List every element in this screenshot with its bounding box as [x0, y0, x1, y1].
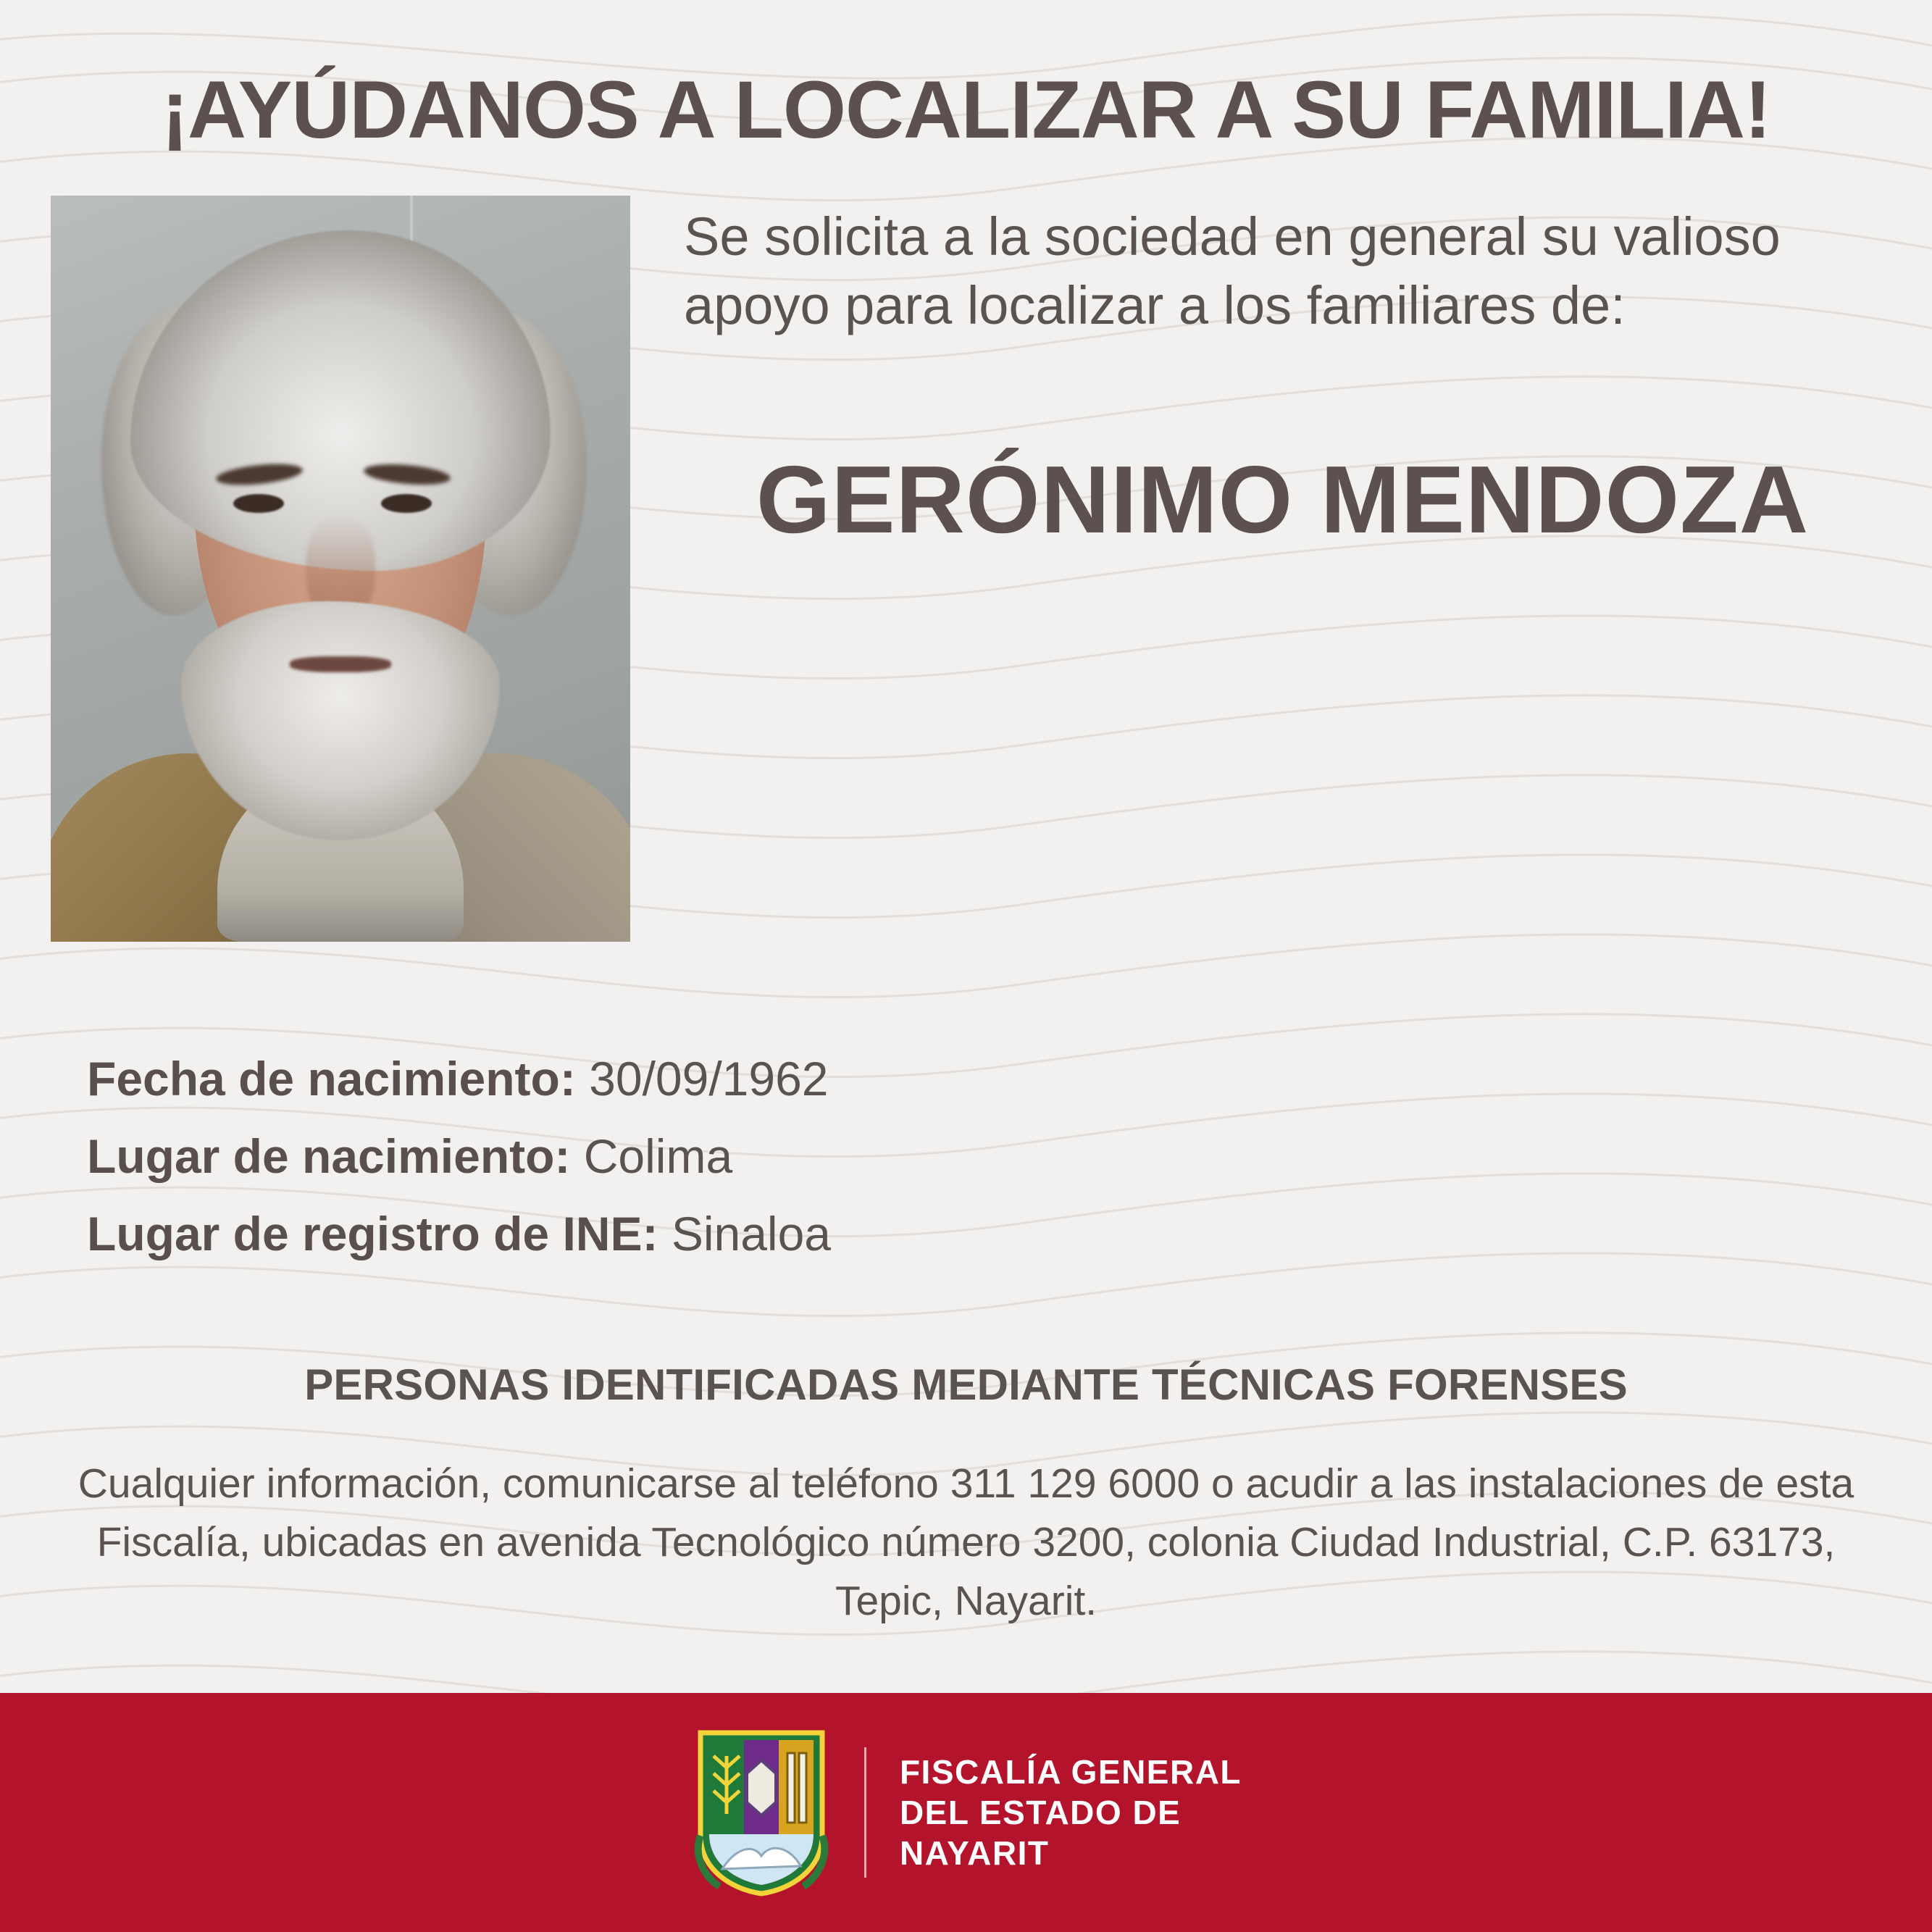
- detail-row: [87, 1040, 1881, 1118]
- top-section: [51, 196, 1881, 942]
- nayarit-coat-of-arms-icon: [690, 1727, 832, 1898]
- intro-text: Se solicita a la sociedad en general su valioso apoyo para localizar a los familiares de:: [684, 206, 1781, 335]
- detail-label: Lugar de registro de INE:: [87, 1206, 658, 1260]
- detail-row: [87, 1118, 1881, 1195]
- organization-name: [900, 1752, 1242, 1873]
- person-name: GERÓNIMO MENDOZA: [756, 446, 1810, 553]
- detail-label: Fecha de nacimiento:: [87, 1052, 576, 1105]
- footer-bar: [0, 1693, 1932, 1932]
- footer-divider: [864, 1747, 866, 1878]
- contact-info: Cualquier información, comunicarse al teléfono 311 129 6000 o acudir a las instalaciones de esta Fiscalía, ubicadas en avenida Tecnológico número 3200, colonia Ciudad Industrial, C.P. 63173, Tepic, Nayarit.: [78, 1460, 1854, 1624]
- detail-value: Colima: [583, 1129, 733, 1183]
- org-line-1: FISCALÍA GENERAL: [899, 1752, 1242, 1791]
- photo-container: [51, 196, 630, 942]
- detail-value: 30/09/1962: [589, 1052, 829, 1105]
- page-title: ¡AYÚDANOS A LOCALIZAR A SU FAMILIA!: [161, 64, 1771, 155]
- org-line-2: DEL ESTADO DE: [899, 1793, 1182, 1831]
- footer-inner: [690, 1727, 1242, 1898]
- forensic-note: PERSONAS IDENTIFICADAS MEDIANTE TÉCNICAS FORENSES: [304, 1360, 1628, 1409]
- right-column: [630, 196, 1881, 565]
- org-line-3: NAYARIT: [899, 1834, 1050, 1873]
- detail-value: Sinaloa: [671, 1206, 831, 1260]
- detail-row: [87, 1195, 1881, 1273]
- person-details: [51, 1040, 1881, 1273]
- person-photo: [51, 196, 630, 942]
- detail-label: Lugar de nacimiento:: [87, 1129, 571, 1183]
